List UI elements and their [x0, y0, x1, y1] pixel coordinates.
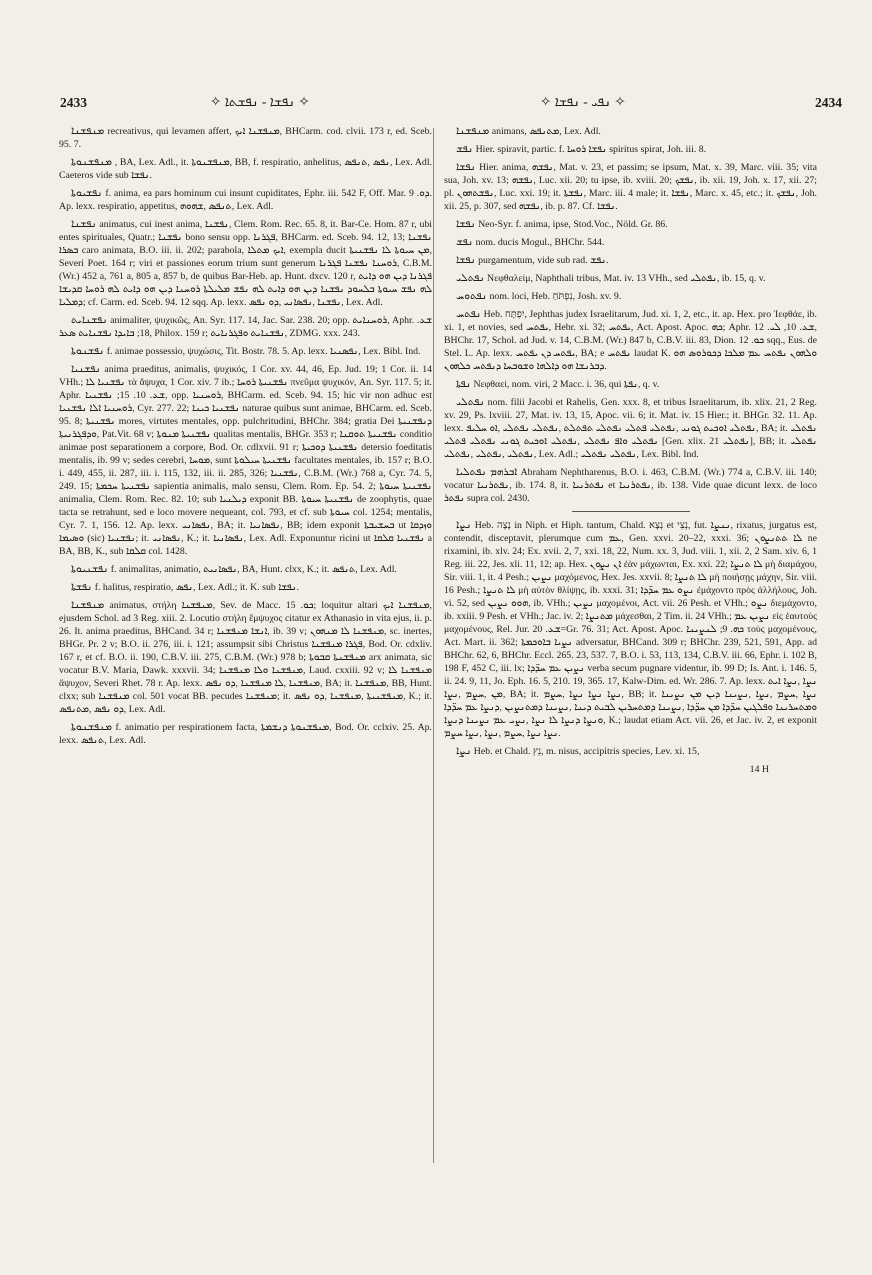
entry-text: f. anima, ea pars hominum cui insunt cupiditates, Ephr. iii. 542 F, Off. Mar. ܕܘ. 9. Ap. lexx. respiratio, appetitus, ܬܢܦܣ ,ܫܗܘܗ, Lex. Adl. — [59, 188, 432, 212]
dictionary-entry — [444, 143, 817, 156]
entry-headword: ܢܦܫܐ — [456, 219, 476, 230]
entry-headword: ܡܢܦܫܢܐ — [71, 600, 105, 611]
entry-headword: ܢܦܫܢܐ — [71, 219, 97, 230]
column-rule — [433, 128, 434, 1163]
entry-text: , BA, Lex. Adl., it. ܡܢܦܫܢܘܬܐ, BB, f. respiratio, anhelitus, ܢܦܣ ,ܬܢܦܣ, Lex. Adl. Caeteros vide sub ܢܦܫܐ. — [59, 157, 432, 181]
entry-text: Neo-Syr. f. anima, ipse, Stod.Voc., Nöld. Gr. 86. — [478, 219, 668, 230]
entry-headword: ܢܦܫܢܝܘܬܐ — [71, 564, 109, 575]
dictionary-entry — [444, 125, 817, 138]
dictionary-entry — [444, 272, 817, 285]
dictionary-entry — [444, 254, 817, 267]
entry-text: anima praeditus, animalis, ψυχικός, 1 Cor. xv. 44, 46, Ep. Jud. 19; 1 Cor. ii. 14 VHh.; ܢܦܫܢܝܐ ܠܐ τὰ ἄψυχα, 1 Cor. xiv. 7 ib.; ܢܦܫܢܝܬܐ ܪܘܚܐ πνεῦμα ψυχικόν, An. Syr. 117. 5; it. Aphr. ܫܥ. 10. 15; ܢܦܫܢܝܐ, opp. ܪܘܚܢܝܐ, BHCarm. ed. Sceb. 94. 15; hic vir non adhuc est ܪܘܚܢܝܐ ܐܠܐ ܢܦܫܢܝܐ, Cyr. 277. 22; ܢܦܫܢܝܐ ܟܝܢܐ naturae quibus sunt animae, BHCarm. ed. Sceb. 95. 8; ܢܦܫܢܝܬܐ mores, virtutes mentales, opp. pulchritudini, BHChr. 384; gratia Dei ܕܢܦܫܢܝܬܐ ܘܕܦܓܪܢܝܬܐ, Pat.Vit. 68 v; ܢܦܫܢܝܬܐ ܡܢܘܬܐ qualitas mentalis, BHGr. 353 r; ܢܦܫܢܝܬܐ ܬܘܩܢܐ conditio animae post separationem a corpore, Bod. Or. cdlxvii. 91 r; ܢܦܫܢܝܬܐ ܕܘܟܝܬܐ detersio foeditatis mentalis, ib. 99 v; sedes cerebri, ܡܘܚܐ, sunt ܢܦܫܢܝܬܐ ܚܝܠܘܬܐ facultates mentales, ib. 157 r; B.O. i. 449, 455, ii. 287, iii. i. 115, 132, iii. ii. 285, 326; ܢܦܫܢܝܐ, C.B.M. (Wr.) 768 a, Cyr. 74. 5, 249. 15; ܢܦܫܢܝܬܐ ܚܟܡܬܐ sapientia animalis, malo sensu, Clem. Rom. Ep. 54. 2; ܢܦܫܢܝܬܐ ܚܝܘܬܐ animalia, Clem. Rom. Rec. 82. 10; sub ܕܝܠܢܝܐ exponit BB. ܢܦܫܢܝܬܐ ܚܝܘܬܐ de zoophytis, quae tacta se retrahunt, sed e loco movere nequeant, col. 793, et cf. sub ܚܝܘܬܐ col. 1254; mentalis, Cyr. 7. 1, 156. 12. Ap. lexx. ܢܦܣܐܢܝ, BA; it. ܢܦܣܐܢܝܐ, BB; idem exponit ܒܚܫܝܒܬܐ ut ܘܙܕܩܐ ܘܣܝܡܐ (sic) ܢܦܫܢܝܐ; it. ܢܦܣܐܢܝ, K.; it. ܢܦܣܐܢܝܐ, Lex. Adl. Exponuntur ricini ut ܢܦܫܢܝܐ ܩܠܩܐ a BA, BB, K., sub ܩܠܩܐ col. 1428. — [59, 364, 432, 557]
entry-text: animatus, cui inest anima, ܢܦܫܢܐ, Clem. Rom. Rec. 65. 8, it. Bar-Ce. Hom. 87 r, ubi entes spirituales, Quatr.; ܢܦܫܢܐ bono sensu opp. ܦܓܪܢܐ, BHCarm. ed. Sceb. 94. 12, 13; ܢܦܫܢܐ ܒܣܪܐ caro animata, B.O. iii. ii. 202; parabola, ܐܝܟ ܡܬܠܐ, exempla ducit ܡܢ ܚܝܘܬܐ ܠܐ ܢܦܫܢܝܬܐ, Severi Poet. 164 r; viri et passiones eorum trium sunt generum ܪܘܚܢܐ ܢܦܫܢܐ ܦܓܪܢܐ, C.B.M. (Wr.) 452 a, 761 a, 805 a, 857 b, de quibus Bar-Heb. ap. Hunt. dxcv. 120 r, ܦܓܪܢܐ ܕܝܢ ܗܘ ܕܐܝܬ ܠܗ ܢܦܫ ܚܝܘܬܐ ܒܠܚܘܕ ܢܦܫܢܐ ܕܝܢ ܗܘ ܕܐܝܬ ܠܗ ܢܦܫ ܡܠܝܠܬܐ ܪܘܚܢܐ ܕܝܢ ܗܘ ܕܐܝܬ ܠܗ ܪܘܚܐ ܩܕܝܫܐ ܕܡܠܝܐ; cf. Carm. ed. Sceb. 94. 12 sqq. Ap. lexx. ܢܦܫܢܐ ,ܢܦܣܐܢܝ ,ܕܘ ܢܦܣ, Lex. Adl. — [59, 219, 432, 308]
signature-mark: 14 H — [749, 764, 769, 775]
dictionary-entry — [444, 218, 817, 231]
section-separator — [572, 511, 690, 512]
entry-headword: ܢܦܫܐ — [456, 162, 476, 173]
entry-text: Hier. anima, ܢܦܫܗ, Mat. v. 23, et passim; se ipsum, Mat. x. 39, Marc. viii. 35; vita sua, Joh. xv. 13; ܢܦܫܗ, Luc. xii. 20; tu ipse, ib. xviii. 20; ܢܦܫܟ, ib. xii. 19, Joh. x. 17, xii. 27; pl. ܢܦܫܬܗܘܢ, Luc. xxi. 19; it. ܢܦܫܬܐ, Marc. iii. 4 male; it. ܢܦܫܐ, Marc. x. 45, etc.; it. ܢܦܫܟ, Joh. xii. 25, p. 307, sed ܢܦܫܗ, ib. p. 87. Cf. ܢܦܫܐ. — [444, 162, 817, 212]
page-number-left: 2433 — [60, 95, 87, 110]
dictionary-entry — [59, 363, 432, 558]
entry-text: animaliter, ψυχικῶς, An. Syr. 117. 14, Jac. Sar. 238. 20; opp. ܪܘܚܢܐܝܬ, Aphr. ܫܥ. 18; ܒܐܝܕܐ ܢܦܫܢܐܝܬ ܣܥܪ, Philox. 159 r; ܢܦܫܢܐܝܬ ܘܦܓܪܢܐܝܬ, ZDMG. xxx. 243. — [59, 315, 432, 339]
entry-text: f. animalitas, animatio, ܢܦܣܐܢܝܬ, BA, Hunt. clxx, K.; it. ܬܢܦܣ, Lex. Adl. — [110, 564, 397, 575]
dictionary-entry — [59, 314, 432, 340]
entry-headword: ܢܦܫܐ — [456, 255, 476, 266]
entry-headword: ܡܢܦܫܢܐ — [456, 126, 490, 137]
entry-headword: ܡܢܦܫܢܘܬܐ — [71, 722, 112, 733]
page-number-right: 2434 — [815, 95, 842, 110]
entry-headword: ܢܦܬܚ — [456, 309, 482, 320]
dictionary-entry — [444, 290, 817, 303]
dictionary-entry — [444, 396, 817, 461]
entry-headword: ܐܒܪܗܡ ܢܦܬܠܝܐ — [456, 467, 518, 478]
dictionary-entry — [59, 218, 432, 309]
dictionary-entry — [59, 187, 432, 213]
entry-text: animans, ܡܬܢܦܣ, Lex. Adl. — [491, 126, 601, 137]
dictionary-entry — [59, 581, 432, 594]
entry-text: Heb. et Chald. נֵץ, m. nisus, accipitris species, Lev. xi. 15, — [473, 746, 700, 757]
page-header — [60, 93, 842, 117]
dictionary-entry — [444, 466, 817, 505]
dictionary-entry — [59, 563, 432, 576]
dictionary-entry — [444, 745, 817, 758]
entry-text: purgamentum, vide sub rad. ܢܦܫ. — [478, 255, 609, 266]
entry-text: Heb. נָצָה in Niph. et Hiph. tantum, Chald. נְצָא et נְצֵי, fut. ܢܢܨܐ, rixatus, jurgatus est, contendit, disceptavit, plerumque cum ܥܡ, Gen. xxvi. 20–22, xxxi. 36; ܠܐ ܬܬܢܨܘܢ ne rixamini, ib. xlv. 24; Ex. xvii. 2, 7, xxi. 18, 22, Num. xx. 3, Jud. viii. 1, xii. 2, 2 Sam. xiv. 6, 1 Reg. iii. 22, Jes. xli. 11, 12; ap. Hex. ܐܢ ܢܨܘܢ ἐὰν μάχωνται, Ex. xxi. 22; ܠܐ ܬܢܨܐ μὴ διαμάχου, Sir. viii. 1, it. 4 Pesh.; ܢܨܝܢ μαχόμενος, Hex. Jes. xxvii. 8; ܠܐ ܬܢܨܐ μὴ ποιήσῃς μάχην, Sir. viii. 16 Pesh.; ܠܐ ܬܢܨܐ μὴ αὐτὸν θλίψῃς, ib. xxxi. 31; ܢܨܘ ܥܡ ܚܕ̈ܕܐ ἐμάχοντο πρὸς ἀλλήλους, Joh. vi. 52, sed ܗܘܘ ܢܨܝܢ, ib. VHh.; ܢܨܝܢ μαχομένοι, Act. vii. 26 Pesh. et VHh.; ܢܨܘ διεμάχοντο, ib. xxiii. 9 Pesh. et VHh.; Jac. iv. 2; ܡܬܢܨܐ μάχεσθαι, 2 Tim. ii. 24 VHh.; ܢܨܝܢ ܥܡ εἰς ἑαυτοὺς μαχομένους, Rel. Jur. ܫܥ. 20=Gr. 76. 31; Act. Apost. Apoc. ܟܗ. 9; ܠܢܨܝܢܐ τοὺς μαχομένους, Act. Mart. ii. 362; ܢܨܝܐ ܒܐܘܟܡܬܐ adversatur, BHCand. 309 r; BHChr. 239, 521, 591, App. ad BHChr. 62, 6, BHChr. Eccl. 265. 23, 537. 7, B.O. i. 53, 113, 134, C.B.V. iii. 66, Ephr. i. 102 B, 198 F, 452 C, iii. lx; ܢܨܝܢ ܥܡ ܚܕ̈ܕܐ verba secum pugnare videntur, ib. 99 D; Is. Ant. i. 146. 5, ii. 24. 9, 11, Jo. Eph. 16. 5, 210. 19, 365. 17, Kalw-Dim. ed. Wr. 286. 7. Ap. lexx. ܢܨܐ ,ܢܨܐ ܐܝܬ ܡܢ ,ܚܨܡ ,ܢܨܐ, BA; it. ܢܨܐ ܢܨܐ ܢܨܐ ,ܚܨܡ, BB; it. ܢܨܐ ,ܚܨܡ ,ܢܨܐ ,ܢܨܝܢܐ ܕܝܢ ܡܢ ܢܨܝܢܐ ܘܡܬܚܪܝܢܐ ܘܦܠܓܝܢ ܚܕ̈ܕܐ ܡܢ ܚܕ̈ܕܐ ,ܢܨܝܢܐ ܕܡܬܚܪܝܢ ܠܒܝܬ ܕܝܢܐ ,ܢܨܝܢܐ ܕܡܬܢܨܝܢ ,ܕܢܨܐ ܥܡ ܚܕ̈ܕܐ ܘܢܨܐ ܕܢܨܐ ܠܐ ܢܨܐ ,ܢܨܝ ܥܡ ܢܨܝܢܐ ܕܢܨܐ, K.; laudat etiam Act. vii. 26, et Jac. iv. 2, et exponit ܢܨܐ ܢܨܐ ,ܚܨܡ ,ܢܨܐ ,ܢܨܐ ܚܨܡ. — [444, 520, 817, 739]
entry-headword: ܡܢܦܫܢܐ — [71, 126, 105, 137]
dictionary-entry — [444, 161, 817, 213]
dictionary-entry — [444, 308, 817, 373]
entry-text: f. animae possessio, ψυχώσις, Tit. Bostr. 78. 5. Ap. lexx. ܢܦܣܢܝܐ, Lex. Bibl. Ind. — [106, 346, 421, 357]
dictionary-entry — [444, 519, 817, 740]
entry-headword: ܢܦܫ — [456, 237, 474, 248]
entry-text: Heb. יִפְתָּח, Jephthas judex Israelitarum, Jud. xi. 1, 2, etc., it. ap. Hex. pro Ἰεφθάε, ib. xi. 1, et novies, sed ܝܦܬܚ, Hebr. xi. 32; ܝܦܬܚ, Act. Apost. Apoc. ܟܗ; Aphr. ܫܥ. 10, ܠܝ. 12, BHChr. 17, Schol. ad Jud. v. 14, C.B.M. (Wr.) 847 b, C.B.V. iii. 83, Dion. ܟܘ. 12 sqq., Eus. de Stel. L. Ap. lexx. ܝܦܬܚ ܕܢ ܝܦܬܚ, BA; e ܢܦܬܚ laudat K. ܘܠܗܘܢ ܢܦܬܚ ܥܡ ܡܠܟܐ ܕܟܘܪܘܣ ܗܘ ܕܒܪܢܫܐ ܗܘ ܕܐܠܗܐ ܘܫܘܒܚܐ ܕܢܦܬܚ ܟܠܗܘܢ. — [444, 309, 817, 372]
column-right — [444, 125, 817, 1250]
dictionary-entry — [59, 156, 432, 182]
dictionary-entry — [59, 721, 432, 747]
dictionary-entry — [59, 599, 432, 716]
entry-text: f. animatio per respirationem facta, ܡܢܦܫܢܘܬܐ ܕܢܫܡܬܐ, Bod. Or. cclxiv. 25. Ap. lexx. ܬܢܦܣ, Lex. Adl. — [59, 722, 432, 746]
entry-headword: ܢܦܬܐ — [456, 379, 471, 390]
dictionary-entry — [444, 378, 817, 391]
running-head-left: ✧ ܢܦܫܐ - ܢܦܫܬܐ ✧ — [210, 94, 310, 109]
entry-text: f. halitus, respiratio, ܢܦܣ, Lex. Adl.; it. K. sub ܢܦܫܐ. — [94, 582, 299, 593]
running-head-right: ✧ ܢܦܝ - ܢܦܫܐ ✧ — [540, 94, 626, 109]
column-left — [59, 125, 432, 1250]
dictionary-entry — [444, 236, 817, 249]
entry-text: recreativus, qui levamen affert, ܡܢܦܫܢܐ ܐܝܟ, BHCarm. cod. clvii. 173 r, ed. Sceb. 95. 7. — [59, 126, 432, 150]
entry-headword: ܢܦܫܝܘܬܐ — [71, 188, 103, 199]
entry-headword: ܢܦܫ — [456, 144, 474, 155]
entry-headword: ܢܦܬܠܝ — [456, 397, 485, 408]
entry-headword: ܢܦܫܢܝܐ — [71, 364, 101, 375]
entry-text: Hier. spiravit, partic. f. ܢܦܫܐ ܪܘܚܐ spiritus spirat, Joh. iii. 8. — [475, 144, 707, 155]
entry-headword: ܢܦܬܘܚ — [456, 291, 487, 302]
entry-headword: ܢܦܬܠܝ — [456, 273, 485, 284]
entry-headword: ܡܢܦܫܢܘܬܐ — [71, 157, 112, 168]
entry-text: nom. ducis Mogul., BHChr. 544. — [475, 237, 605, 248]
entry-headword: ܢܦܫܢܘܬܐ — [71, 346, 105, 357]
entry-text: Νεφθαλείμ, Naphthali tribus, Mat. iv. 13 VHh., sed ܢܦܬܠܝ, ib. 15, q. v. — [487, 273, 766, 284]
entry-text: nom. filii Jacobi et Rahelis, Gen. xxx. 8, et tribus Israelitarum, ib. xlix. 21, 2 Reg. xv. 29, Ps. lxviii. 27, Mat. iv. 13, 15, Apoc. vii. 6; it. Mat. iv. 15 Hier.; it. BHGr. 32. 11. Ap. lexx. ܢܦܬܠܝ ܐܘܟܝܬ ܓܘܢܝ ,ܢܦܬܠܝ ܦܬܠܝ ܢܦܬܠܝ ܬܦܬܠܬ ,ܢܦܬܠܝ ܢܦܬܠܝ ,ܐܘ ܚܠܝܦ, BA; it. ܢܦܬܠܝ ܢܦܬܠܝ ܘܐܦ ܢܦܬܠܝ ,ܢܦܬܠܝ ܐܘܟܝܬ ܓܘܢܝ ܢܦܬܠܝ ܦܬܠܝ [Gen. xlix. 21 ܢܦܬܠܝ], BB; it. ܢܦܬܠܝ ܢܦܬܠܝ ,ܢܦܬܠܝ ,ܢܦܬܠܝ, Lex. Adl.; ܢܦܬܠܝ ܢܦܬܠܝ, Lex. Bibl. Ind. — [444, 397, 817, 460]
entry-headword: ܢܨܐ — [456, 746, 472, 757]
entry-headword: ܢܦܫܢܐܝܬ — [71, 315, 108, 326]
entry-text: Νεφθαεί, nom. viri, 2 Macc. i. 36, qui ܢܦܬܐ, q. v. — [473, 379, 660, 390]
entry-text: Abraham Nephtharenus, B.O. i. 463, C.B.M. (Wr.) 774 a, C.B.V. iii. 140; vocatur ܢܦܬܪܢܝܐ, ib. 174. 8, it. ܢܦܬܪܢܝܐ et ܢܦܬܪܢܝܐ, ib. 138. Vide quae dicunt lexx. de loco ܢܦܬܪ supra col. 2430. — [444, 467, 817, 504]
entry-text: nom. loci, Heb. נִפְתֹּחַ, Josh. xv. 9. — [489, 291, 622, 302]
entry-headword: ܢܦܫܬܐ — [71, 582, 93, 593]
dictionary-entry — [59, 125, 432, 151]
entry-headword: ܢܨܐ — [456, 520, 472, 531]
entry-text: animatus, στήλη ܡܢܦܫܢܐ, Sev. de Macc. ܟܘ. 15; loquitur altari ܡܢܦܫܢܐ ܐܝܟ, ejusdem Schol. ad 3 Reg. xiii. 2. Locutio στήλη ἔμψυχος citatur ex Athanasio in vita ejus, ii. p. 26. It. anima praeditus, BHCand. 34 r; ܐܢܫܐ ܡܢܦܫܢܐ, ib. 39 v; ܡܢܦܫܢܐ ܠܐ ܡܢܗܘܢ, sc. inertes, BHGr. Pr. 2 v; B.O. ii. 276, iii. i. 121; assumpsit sibi Christus ܦܓܪܐ ܡܢܦܫܢܐ, Bod. Or. cdxliv. 167 r, et cf. B.O. ii. 190, C.B.V. iii. 275, C.B.M. (Wr.) 978 b; ܡܢܦܫܢܬܐ ܩܒܘܬܐ arx animata, sic vocatur B.V. Maria, Dawk. xxxvii. 34; ܡܢܦܫܢܐ ܘܠܐ ܡܢܦܫܢܐ, Laud. cxxiii. 92 v; ܡܢܦܫܢܐ ܠܐ ἄψυχον, Severi Rhet. 78 r. Ap. lexx. ܡܢܦܫܢܐ ,ܠܐ ܡܢܦܫܢܐ ,ܕܘ ܢܦܣ, BA; it. ܡܢܦܫܢܐ, BB, Hunt. clxx; sub ܡܢܦܫܢܐ col. 501 vocat BB. pecudes ܡܢܦܫܢܐ; it. ܡܢܦܫܢܝܬܐ ,ܡܢܦܫܢܐ ,ܕܘ ܢܦܣ, K.; it. ܕܘ ܢܦܣ ,ܡܬܢܦܣ, Lex. Adl. — [59, 600, 432, 715]
dictionary-entry — [59, 345, 432, 358]
